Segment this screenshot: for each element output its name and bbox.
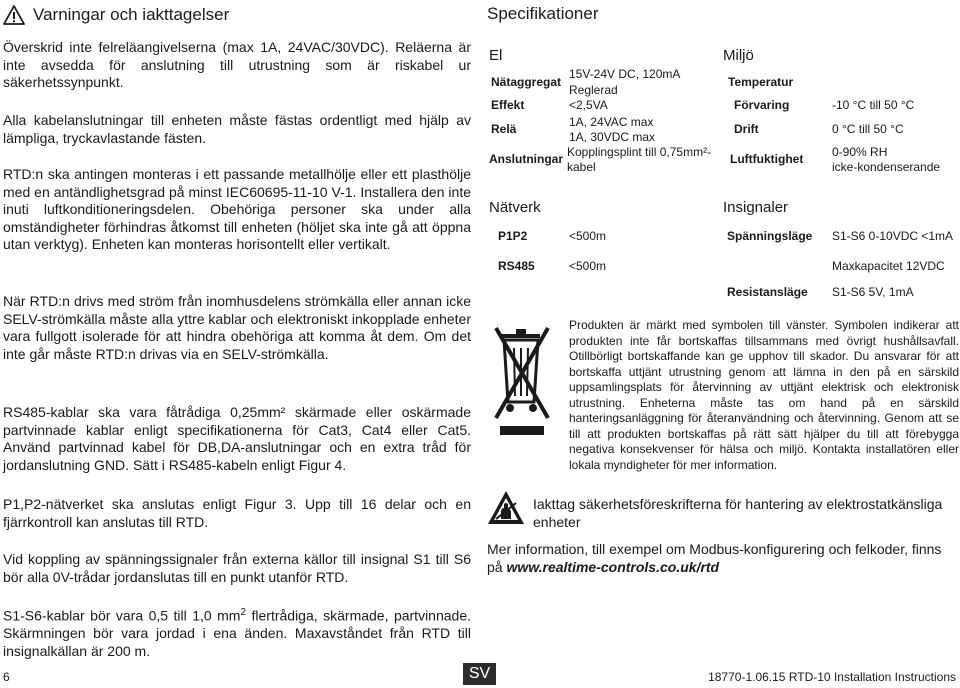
spec-value-rs485: <500m	[569, 259, 607, 273]
spec-value-luftfuktighet-1: 0-90% RH	[832, 145, 888, 159]
spec-label-resistanslage: Resistansläge	[727, 285, 808, 299]
website-link[interactable]: www.realtime-controls.co.uk/rtd	[506, 559, 720, 575]
spec-value-anslutningar-2: kabel	[567, 160, 596, 174]
esd-warning-icon	[487, 490, 525, 526]
warning-paragraph-8: S1-S6-kablar bör vara 0,5 till 1,0 $mm^2$ flertrådiga, skärmade, partvinnade. Skärmningen bör vara jordad i ena änden. Maxavståndet från RTD till insignalkällan är 200 m.	[3, 607, 471, 659]
spec-label-temperatur: Temperatur	[728, 75, 794, 89]
spec-value-effekt: <2,5VA	[569, 98, 608, 112]
esd-text: Iakttag säkerhetsföreskrifterna för hantering av elektrostatkänsliga enheter	[533, 496, 943, 530]
spec-label-spanningslage: Spänningsläge	[727, 229, 813, 243]
spec-value-rela-2: 1A, 30VDC max	[569, 130, 656, 144]
spec-value-rela-1: 1A, 24VAC max	[569, 115, 654, 129]
spec-label-forvaring: Förvaring	[734, 98, 790, 112]
spec-label-effekt: Effekt	[491, 98, 525, 112]
language-badge: SV	[463, 663, 496, 685]
spec-label-luftfuktighet: Luftfuktighet	[730, 152, 804, 166]
spec-label-natagg: Nätaggregat	[491, 75, 562, 89]
insignaler-heading: Insignaler	[723, 199, 789, 216]
spec-value-forvaring: -10 °C till 50 °C	[832, 98, 915, 112]
spec-label-p1p2: P1P2	[498, 229, 528, 243]
more-info-text: Mer information, till exempel om Modbus-konfigurering och felkoder, finns på www.realtime-controls.co.uk/rtd	[487, 541, 942, 575]
spec-title: Specifikationer	[487, 4, 599, 23]
spec-value-drift: 0 °C till 50 °C	[832, 122, 904, 136]
warning-paragraph-4: När RTD:n drivs med ström från inomhusdelens strömkälla eller annan icke SELV-strömkälla måste alla yttre kablar och elektroniskt inkopplade enheter vara fullgott isolerade för att hindra obehöriga att komma åt dem. Om det inte går måste RTD:n drivas via en SELV-strömkälla.	[3, 293, 471, 362]
recycle-paragraph: Produkten är märkt med symbolen till vänster. Symbolen indikerar att produkten inte får bortskaffas tillsammans med övrigt hushållsavfall. Otillbörligt bortskaffande kan ge upphov till skador. Du ansvarar för att bortskaffa uttjänt utrustning genom att lämna in den på en särskild uppsamlingsplats för återvinning av uttjänt elektrisk och elektronisk utrustning. Enheterna måste tas om hand på en särskild hanteringsanläggning för återanvändning och återvinning. Genom att se till att produkten bortskaffas på rätt sätt hjälper du till att förebygga negativa konsekvenser för hälsa och miljö. Kontakta installatören eller lokala myndigheter för mer information.	[569, 318, 959, 472]
warning-paragraph-1: Överskrid inte felreläangivelserna (max 1A, 24VAC/30VDC). Reläerna är inte avsedda för anslutning till utrustning som är riskabel ur säkerhetssynpunkt.	[3, 39, 471, 91]
warning-paragraph-2: Alla kabelanslutningar till enheten måste fästas ordentligt med hjälp av lämpliga, tryckavlastande fästen.	[3, 112, 471, 146]
warning-paragraph-3: RTD:n ska antingen monteras i ett passande metallhölje eller ett plasthölje med en antändlighetsgrad på minst IEC60695-11-10 V-1. Installera den inte inuti luftkonditioneringsdelen. Obehöriga personer ska under alla omständigheter förhindras åtkomst till enheten (höljet ska inte gå att öppna utan verktyg). Enheten kan monteras horisontellt eller vertikalt.	[3, 166, 471, 253]
warnings-heading	[3, 4, 473, 26]
miljo-heading: Miljö	[723, 47, 754, 64]
natverk-heading: Nätverk	[489, 199, 541, 216]
warning-paragraph-7: Vid koppling av spänningssignaler från externa källor till insignal S1 till S6 bör alla 0V-trådar jordanslutas till en punkt utanför RTD.	[3, 551, 471, 585]
spec-value-maxkapacitet: Maxkapacitet 12VDC	[832, 259, 945, 273]
warnings-title: Varningar och iakttagelser	[33, 5, 230, 24]
page-number: 6	[3, 670, 10, 684]
spec-value-natagg-1: 15V-24V DC, 120mA	[569, 67, 681, 81]
spec-label-drift: Drift	[734, 122, 759, 136]
el-heading: El	[489, 47, 503, 64]
warning-triangle-icon	[3, 5, 25, 25]
warning-paragraph-5: RS485-kablar ska vara fåtrådiga 0,25mm² skärmade eller oskärmade partvinnade kablar enligt specifikationerna för Cat3, Cat4 eller Cat5. Använd partvinnad kabel för DB,DA-anslutningar och en extra tråd för jordanslutning GND. Sätt i RS485-kabeln enligt Figur 4.	[3, 404, 471, 473]
spec-label-rela: Relä	[491, 122, 517, 136]
spec-value-spanningslage: S1-S6 0-10VDC <1mA	[832, 229, 954, 243]
spec-value-luftfuktighet-2: icke-kondenserande	[832, 160, 941, 174]
spec-value-anslutningar-1: Kopplingsplint till 0,75mm²-	[567, 145, 712, 159]
warning-paragraph-6: P1,P2-nätverket ska anslutas enligt Figur 3. Upp till 16 delar och en fjärrkontroll kan anslutas till RTD.	[3, 496, 471, 530]
spec-value-resistanslage: S1-S6 5V, 1mA	[832, 285, 914, 299]
spec-label-anslutningar: Anslutningar	[489, 152, 563, 166]
spec-value-natagg-2: Reglerad	[569, 83, 618, 97]
spec-label-rs485: RS485	[498, 259, 535, 273]
weee-crossed-bin-icon	[492, 318, 552, 446]
spec-value-p1p2: <500m	[569, 229, 607, 243]
document-reference: 18770-1.06.15 RTD-10 Installation Instructions	[708, 670, 956, 684]
